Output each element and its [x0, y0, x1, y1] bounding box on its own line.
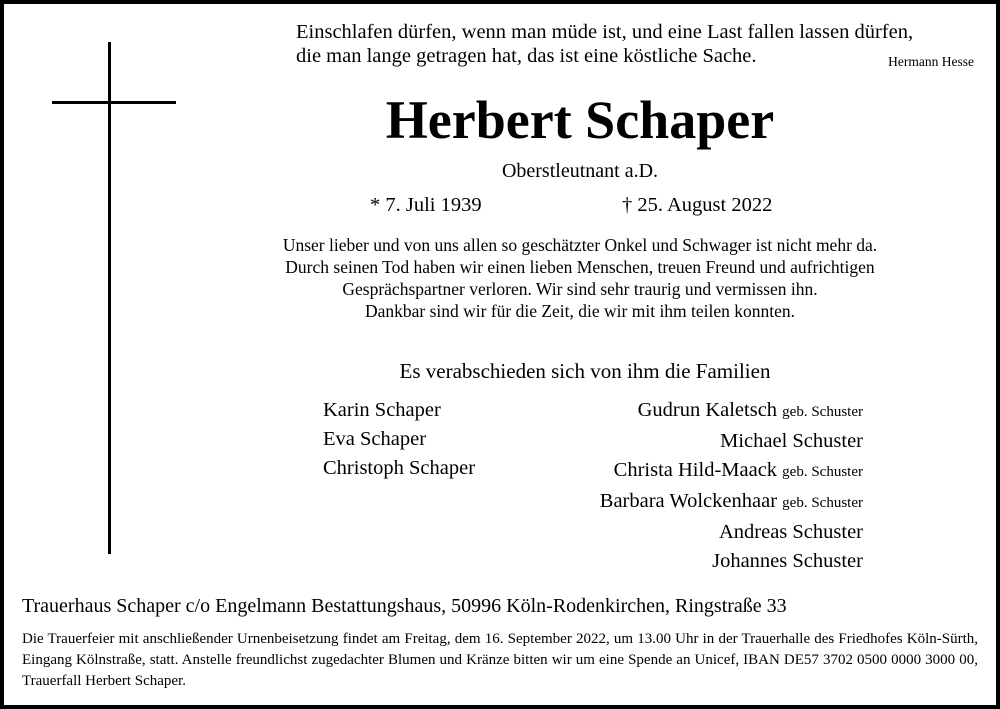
- mourner-name: Karin Schaper: [323, 399, 441, 421]
- cross-horizontal-bar: [52, 101, 176, 104]
- mourning-house-address: Trauerhaus Schaper c/o Engelmann Bestattungshaus, 50996 Köln-Rodenkirchen, Ringstraße 33: [22, 595, 787, 617]
- mourner-entry: [490, 547, 863, 576]
- mourner-name: Gudrun Kaletsch: [637, 399, 778, 421]
- mourner-name: Eva Schaper: [323, 428, 427, 450]
- mourner-entry: [490, 518, 863, 547]
- mourner-name: Christa Hild-Maack: [613, 459, 778, 481]
- deceased-name: Herbert Schaper: [385, 90, 775, 150]
- mourners-left-column: [323, 396, 475, 483]
- mourner-entry: [490, 456, 863, 487]
- message-line: Dankbar sind wir für die Zeit, die wir mit ihm teilen konnten.: [364, 301, 796, 321]
- death-date: † 25. August 2022: [622, 194, 773, 216]
- farewell-heading: Es verabschieden sich von ihm die Familien: [399, 359, 771, 383]
- mourner-name: Christoph Schaper: [323, 457, 476, 479]
- mourner-name: Andreas Schuster: [718, 521, 863, 543]
- quote-line-1: Einschlafen dürfen, wenn man müde ist, und eine Last fallen lassen dürfen,: [296, 21, 914, 43]
- message-line: Unser lieber und von uns allen so geschätzter Onkel und Schwager ist nicht mehr da.: [282, 235, 878, 255]
- mourners-right-column: [490, 396, 863, 576]
- mourner-entry: [490, 487, 863, 518]
- deceased-title: Oberstleutnant a.D.: [501, 160, 659, 182]
- hesse-quote: [296, 20, 986, 68]
- ceremony-notice: Die Trauerfeier mit anschließender Urnenbeisetzung findet am Freitag, dem 16. September 2022, um 13.00 Uhr in der Trauerhalle des Friedhofes Köln-Sürth, Eingang Kölnstraße, statt. Anstelle freundlichst zugedachter Blumen und Kränze bitten wir um eine Spende an Unicef, IBAN DE57 3702 0500 0000 3000 00, Trauerfall Herbert Schaper.: [22, 631, 978, 689]
- quote-author: Hermann Hesse: [888, 54, 974, 69]
- mourner-maiden-name: geb. Schuster: [782, 464, 863, 480]
- mourner-name: Michael Schuster: [720, 430, 863, 452]
- message-line: Gesprächspartner verloren. Wir sind sehr traurig und vermissen ihn.: [342, 279, 818, 299]
- mourner-name: Johannes Schuster: [712, 550, 863, 572]
- mourner-entry: [490, 427, 863, 456]
- mourner-name: Barbara Wolckenhaar: [599, 490, 778, 512]
- message-line: Durch seinen Tod haben wir einen lieben Menschen, treuen Freund und aufrichtigen: [285, 257, 875, 277]
- mourner-maiden-name: geb. Schuster: [782, 404, 863, 420]
- cross-vertical-bar: [108, 42, 111, 554]
- birth-date: * 7. Juli 1939: [370, 194, 482, 216]
- obituary-message: [180, 234, 980, 322]
- mourner-maiden-name: geb. Schuster: [782, 495, 863, 511]
- quote-line-2: die man lange getragen hat, das ist eine köstliche Sache.: [296, 45, 757, 67]
- mourner-entry: [490, 396, 863, 427]
